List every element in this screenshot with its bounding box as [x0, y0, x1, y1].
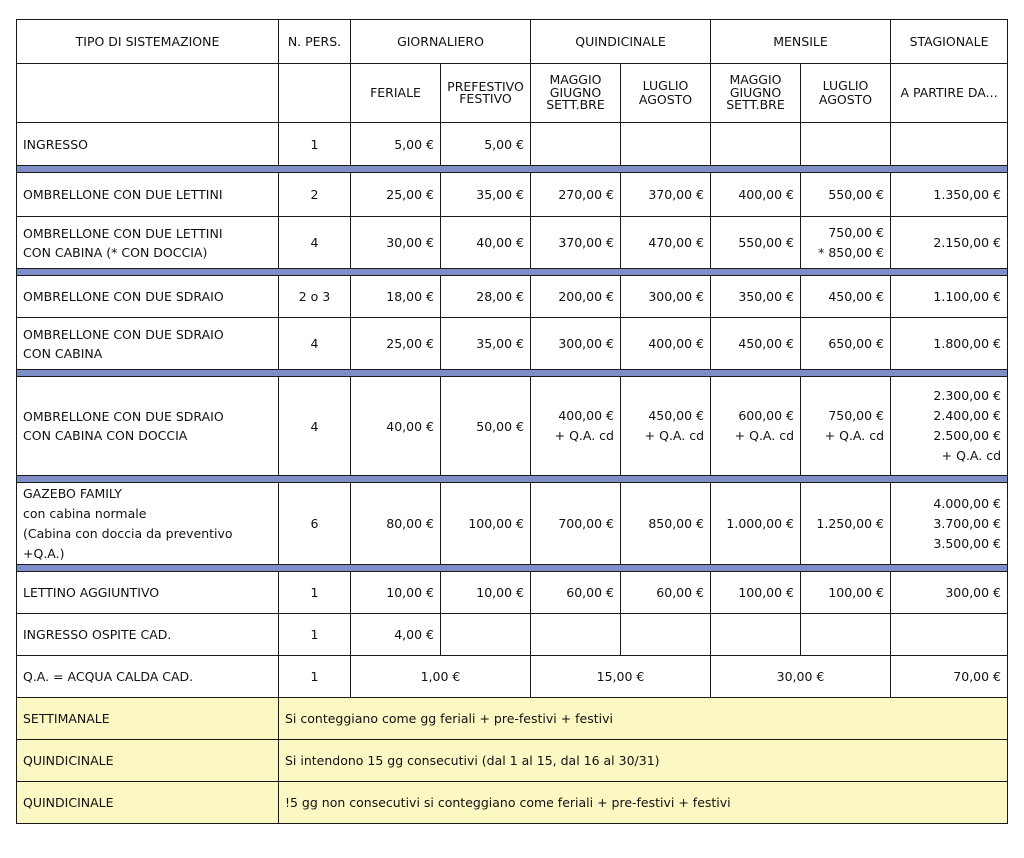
price-cell: 30,00 € — [711, 656, 891, 698]
price-cell: 300,00 € — [531, 318, 621, 370]
price-cell: 100,00 € — [711, 572, 801, 614]
header-row-sub — [17, 64, 1008, 123]
table-row — [17, 173, 1008, 217]
empty-cell — [801, 123, 891, 166]
empty-cell — [621, 614, 711, 656]
price-cell: 1.000,00 € — [711, 483, 801, 565]
empty-cell — [621, 123, 711, 166]
persons-cell: 1 — [279, 656, 351, 698]
price-cell: 1.250,00 € — [801, 483, 891, 565]
col-header-monthly: MENSILE — [711, 20, 891, 64]
col-header-m-low: MAGGIO GIUGNO SETT.BRE — [711, 64, 801, 123]
persons-cell: 4 — [279, 217, 351, 269]
price-cell: 270,00 € — [531, 173, 621, 217]
empty-cell — [531, 614, 621, 656]
price-cell: 750,00 € * 850,00 € — [801, 217, 891, 269]
col-header-persons: N. PERS. — [279, 20, 351, 64]
price-cell: 60,00 € — [621, 572, 711, 614]
price-cell: 350,00 € — [711, 276, 801, 318]
price-cell: 370,00 € — [621, 173, 711, 217]
price-cell: 5,00 € — [351, 123, 441, 166]
table-row — [17, 572, 1008, 614]
note-row — [17, 698, 1008, 740]
price-cell: 2.150,00 € — [891, 217, 1008, 269]
price-cell: 70,00 € — [891, 656, 1008, 698]
persons-cell: 1 — [279, 123, 351, 166]
empty-cell — [891, 123, 1008, 166]
empty-cell — [17, 64, 279, 123]
price-cell: 400,00 € — [621, 318, 711, 370]
price-cell: 30,00 € — [351, 217, 441, 269]
price-cell: 100,00 € — [801, 572, 891, 614]
price-cell: 35,00 € — [441, 173, 531, 217]
price-cell: 1.800,00 € — [891, 318, 1008, 370]
price-cell: 100,00 € — [441, 483, 531, 565]
empty-cell — [531, 123, 621, 166]
price-cell: 300,00 € — [621, 276, 711, 318]
price-cell: 15,00 € — [531, 656, 711, 698]
note-text: Si intendono 15 gg consecutivi (dal 1 al 15, dal 16 al 30/31) — [279, 740, 1008, 782]
table-row — [17, 483, 1008, 565]
price-cell: 850,00 € — [621, 483, 711, 565]
row-separator — [17, 166, 1008, 173]
row-separator — [17, 565, 1008, 572]
price-cell: 650,00 € — [801, 318, 891, 370]
note-row — [17, 740, 1008, 782]
row-label: OMBRELLONE CON DUE SDRAIO CON CABINA CON DOCCIA — [17, 377, 279, 476]
price-cell: 600,00 € + Q.A. cd — [711, 377, 801, 476]
table-row — [17, 217, 1008, 269]
price-cell: 1.350,00 € — [891, 173, 1008, 217]
price-cell: 35,00 € — [441, 318, 531, 370]
col-header-q-low: MAGGIO GIUGNO SETT.BRE — [531, 64, 621, 123]
col-header-type: TIPO DI SISTEMAZIONE — [17, 20, 279, 64]
col-header-q-high: LUGLIO AGOSTO — [621, 64, 711, 123]
price-cell: 700,00 € — [531, 483, 621, 565]
row-label: LETTINO AGGIUNTIVO — [17, 572, 279, 614]
persons-cell: 2 o 3 — [279, 276, 351, 318]
row-label: INGRESSO — [17, 123, 279, 166]
empty-cell — [441, 614, 531, 656]
price-cell: 4,00 € — [351, 614, 441, 656]
note-label: QUINDICINALE — [17, 740, 279, 782]
empty-cell — [711, 614, 801, 656]
persons-cell: 6 — [279, 483, 351, 565]
row-label: OMBRELLONE CON DUE SDRAIO — [17, 276, 279, 318]
row-label: GAZEBO FAMILY con cabina normale (Cabina con doccia da preventivo +Q.A.) — [17, 483, 279, 565]
header-row-groups — [17, 20, 1008, 64]
persons-cell: 4 — [279, 318, 351, 370]
note-text: !5 gg non consecutivi si conteggiano come feriali + pre-festivi + festivi — [279, 782, 1008, 824]
col-header-m-high: LUGLIO AGOSTO — [801, 64, 891, 123]
row-separator — [17, 269, 1008, 276]
empty-cell — [279, 64, 351, 123]
col-header-fortnightly: QUINDICINALE — [531, 20, 711, 64]
note-label: QUINDICINALE — [17, 782, 279, 824]
price-cell: 18,00 € — [351, 276, 441, 318]
note-text: Si conteggiano come gg feriali + pre-festivi + festivi — [279, 698, 1008, 740]
price-cell: 2.300,00 € 2.400,00 € 2.500,00 € + Q.A. cd — [891, 377, 1008, 476]
price-cell: 300,00 € — [891, 572, 1008, 614]
col-header-weekday: FERIALE — [351, 64, 441, 123]
col-header-from: A PARTIRE DA... — [891, 64, 1008, 123]
price-cell: 470,00 € — [621, 217, 711, 269]
note-row — [17, 782, 1008, 824]
col-header-holiday: PREFESTIVO FESTIVO — [441, 64, 531, 123]
price-cell: 60,00 € — [531, 572, 621, 614]
price-cell: 5,00 € — [441, 123, 531, 166]
price-cell: 40,00 € — [441, 217, 531, 269]
row-separator — [17, 370, 1008, 377]
price-cell: 450,00 € — [711, 318, 801, 370]
row-separator — [17, 476, 1008, 483]
price-cell: 80,00 € — [351, 483, 441, 565]
price-cell: 550,00 € — [801, 173, 891, 217]
table-row — [17, 318, 1008, 370]
persons-cell: 4 — [279, 377, 351, 476]
price-cell: 200,00 € — [531, 276, 621, 318]
empty-cell — [711, 123, 801, 166]
price-cell: 25,00 € — [351, 318, 441, 370]
price-cell: 750,00 € + Q.A. cd — [801, 377, 891, 476]
price-cell: 10,00 € — [351, 572, 441, 614]
table-row — [17, 123, 1008, 166]
price-cell: 50,00 € — [441, 377, 531, 476]
empty-cell — [891, 614, 1008, 656]
table-row — [17, 377, 1008, 476]
row-label: Q.A. = ACQUA CALDA CAD. — [17, 656, 279, 698]
price-cell: 400,00 € + Q.A. cd — [531, 377, 621, 476]
price-cell: 450,00 € + Q.A. cd — [621, 377, 711, 476]
row-label: INGRESSO OSPITE CAD. — [17, 614, 279, 656]
price-cell: 550,00 € — [711, 217, 801, 269]
price-cell: 40,00 € — [351, 377, 441, 476]
persons-cell: 2 — [279, 173, 351, 217]
table-row — [17, 276, 1008, 318]
persons-cell: 1 — [279, 614, 351, 656]
price-cell: 1,00 € — [351, 656, 531, 698]
price-cell: 28,00 € — [441, 276, 531, 318]
empty-cell — [801, 614, 891, 656]
col-header-seasonal: STAGIONALE — [891, 20, 1008, 64]
price-cell: 1.100,00 € — [891, 276, 1008, 318]
price-cell: 400,00 € — [711, 173, 801, 217]
row-label: OMBRELLONE CON DUE SDRAIO CON CABINA — [17, 318, 279, 370]
price-cell: 25,00 € — [351, 173, 441, 217]
persons-cell: 1 — [279, 572, 351, 614]
price-cell: 370,00 € — [531, 217, 621, 269]
price-cell: 10,00 € — [441, 572, 531, 614]
price-cell: 450,00 € — [801, 276, 891, 318]
table-row — [17, 656, 1008, 698]
note-label: SETTIMANALE — [17, 698, 279, 740]
row-label: OMBRELLONE CON DUE LETTINI CON CABINA (* CON DOCCIA) — [17, 217, 279, 269]
price-table — [16, 19, 1008, 824]
price-cell: 4.000,00 € 3.700,00 € 3.500,00 € — [891, 483, 1008, 565]
row-label: OMBRELLONE CON DUE LETTINI — [17, 173, 279, 217]
table-row — [17, 614, 1008, 656]
col-header-daily: GIORNALIERO — [351, 20, 531, 64]
